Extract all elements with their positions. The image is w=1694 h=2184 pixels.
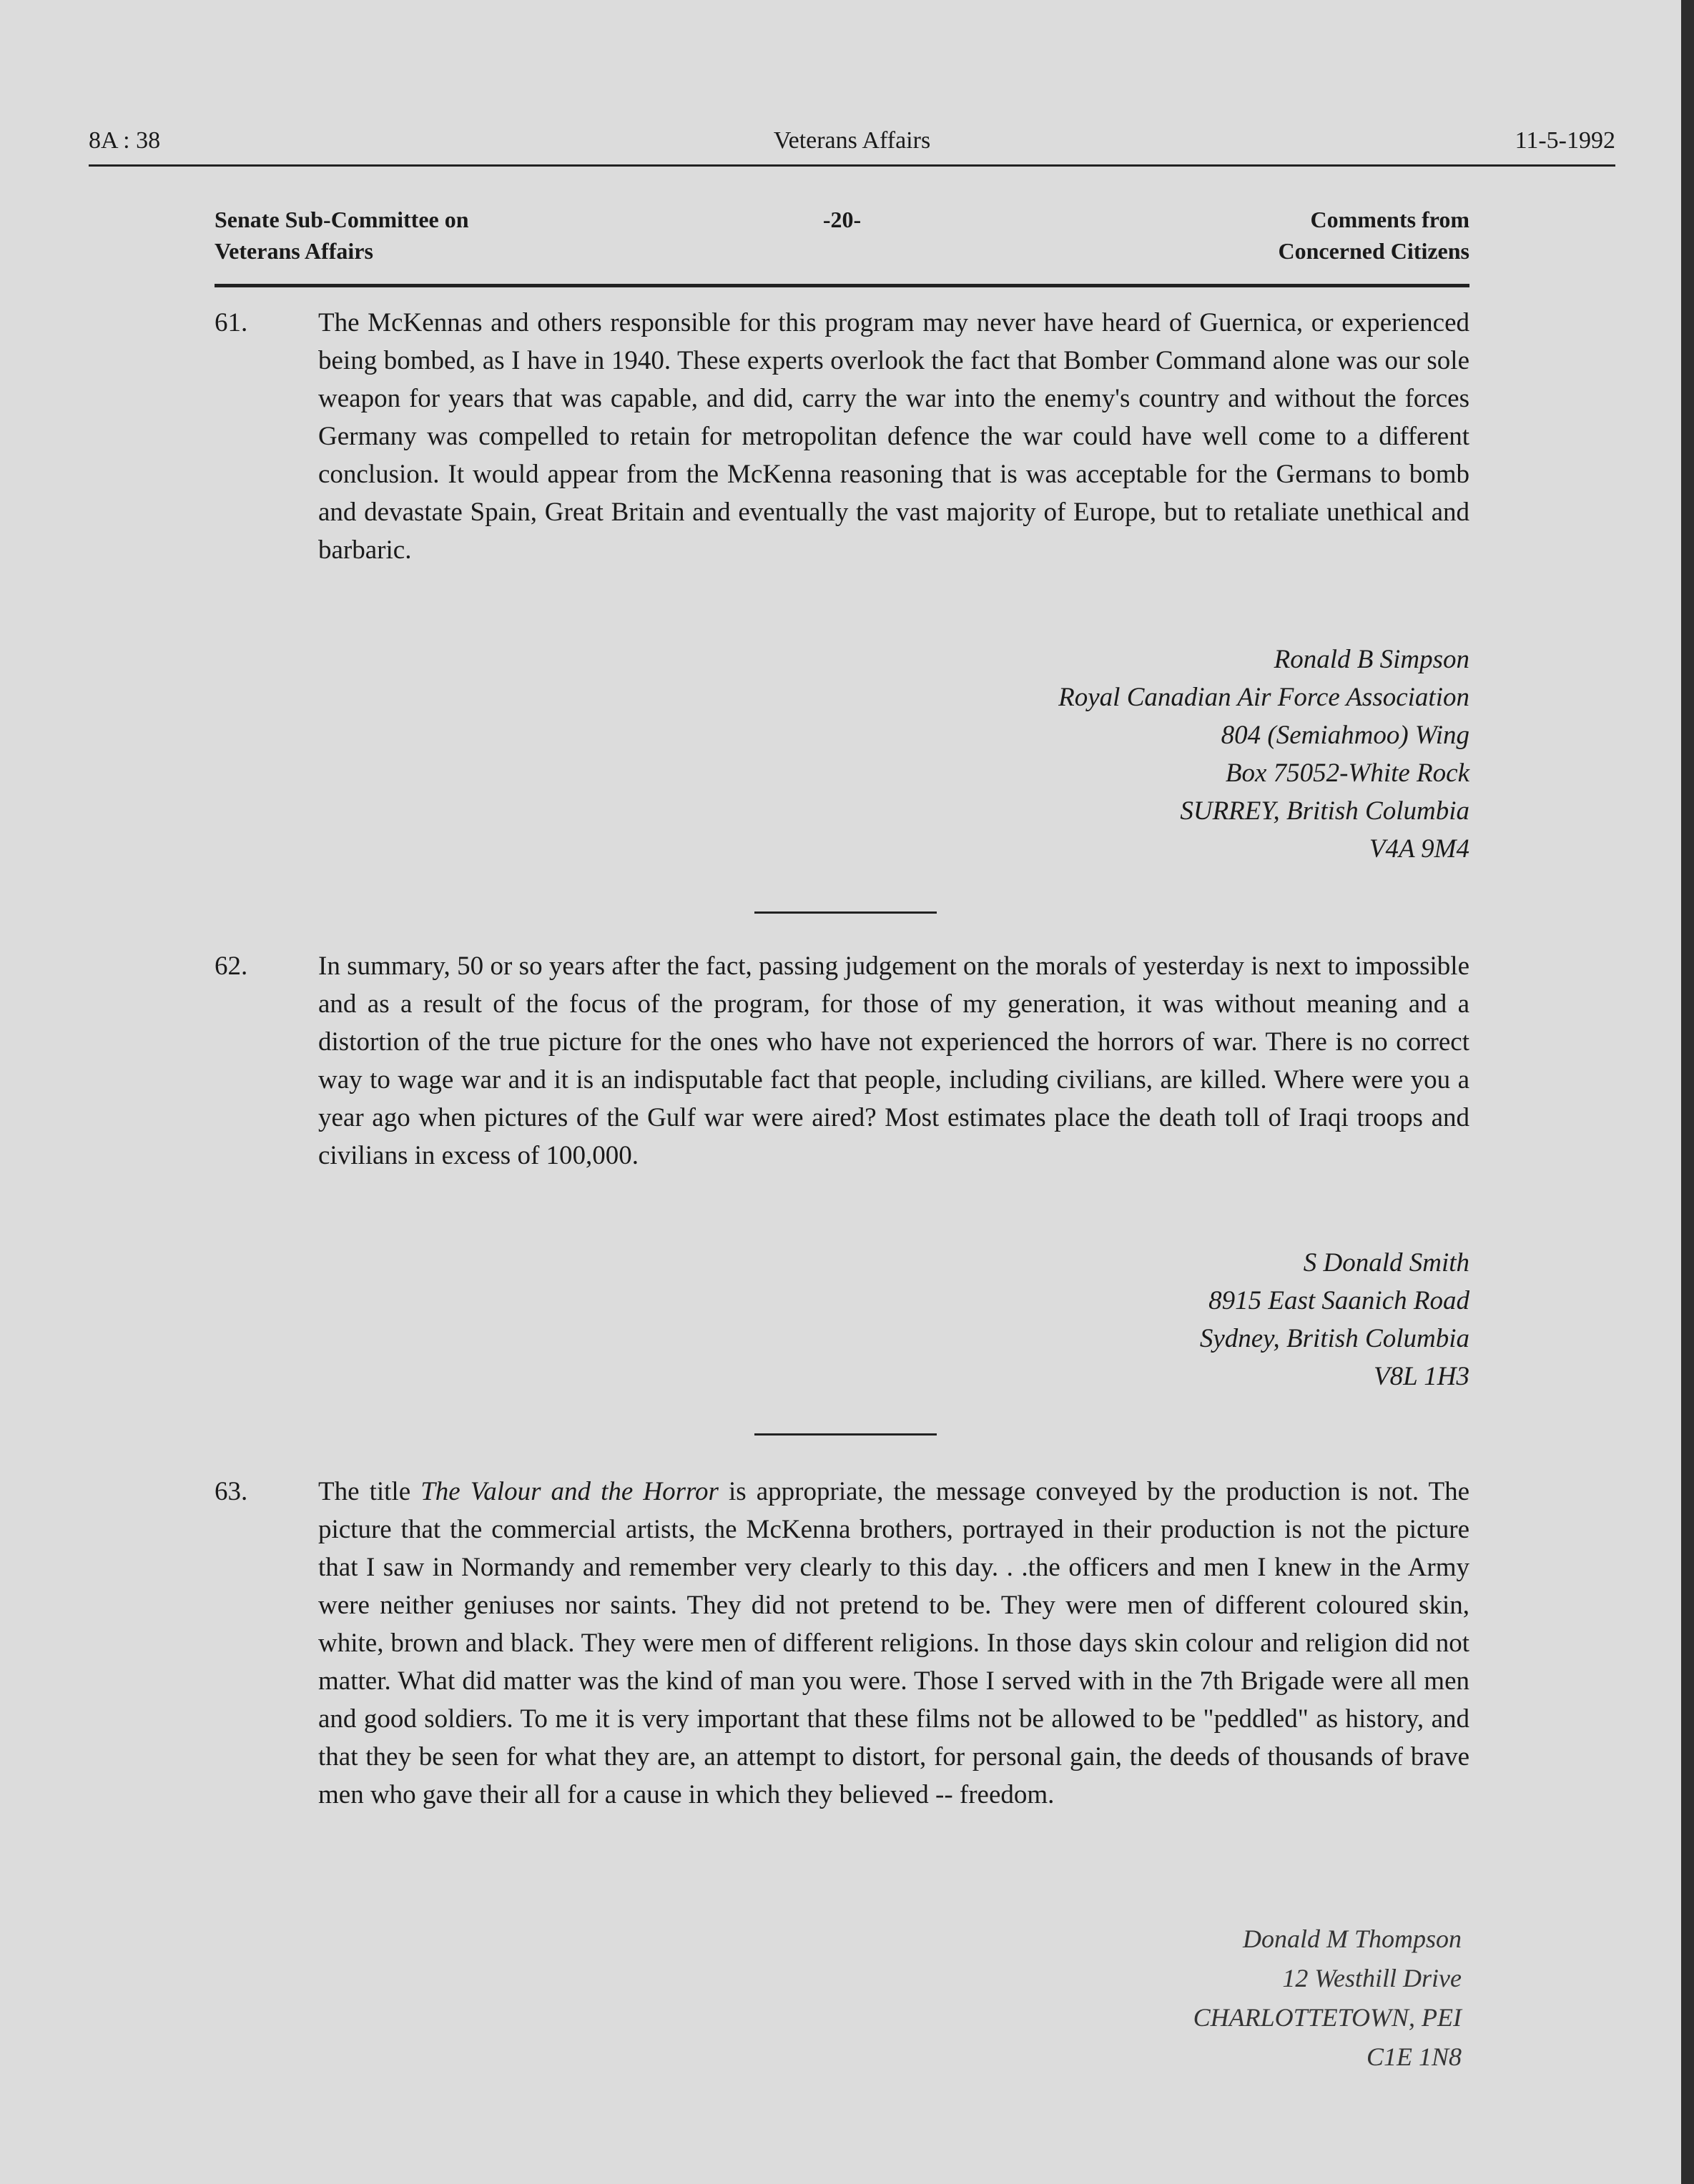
signature-line: 804 (Semiahmoo) Wing — [1221, 721, 1469, 750]
signature-line: 12 Westhill Drive — [1282, 1964, 1462, 1992]
section-title — [1278, 204, 1469, 267]
entry-text: The McKennas and others responsible for this program may never have heard of Guernica, or experienced being bombed, as I have in 1940. These experts overlook the fact that Bomber Command alone was our sole weapon for years that was capable, and did, carry the war into the enemy's country and without the forces Germany was compelled to retain for metropolitan defence the war could have well come to a different conclusion. It would appear from the McKenna reasoning that is was acceptable for the Germans to bomb and devastate Spain, Great Britain and eventually the vast majority of Europe, but to retaliate unethical and barbaric. — [318, 308, 1469, 565]
signature-block-63 — [1193, 1919, 1462, 2077]
running-header — [89, 122, 1615, 167]
section-title-line-2: Concerned Citizens — [1278, 238, 1469, 264]
signature-block-62 — [1200, 1244, 1469, 1395]
entry-61 — [215, 304, 1469, 569]
entry-63 — [215, 1473, 1469, 1814]
entry-number: 62. — [215, 952, 248, 981]
committee-header — [215, 204, 1469, 287]
signature-name: S Donald Smith — [1303, 1248, 1469, 1278]
signature-line: V4A 9M4 — [1369, 834, 1469, 864]
committee-name-line-2: Veterans Affairs — [215, 238, 373, 264]
page-number: 8A : 38 — [89, 127, 161, 154]
entry-number: 63. — [215, 1477, 248, 1506]
entry-text: In summary, 50 or so years after the fact, passing judgement on the morals of yesterday is next to impossible and as a result of the focus of the program, for those of my generation, it was without meaning and a distortion of the true picture for the ones who have not experienced the horrors of war. There is no correct way to wage war and it is an indisputable fact that people, including civilians, are killed. Where were you a year ago when pictures of the Gulf war were aired? Most estimates place the death toll of Iraqi troops and civilians in excess of 100,000. — [318, 952, 1469, 1170]
entry-text — [318, 1473, 1469, 1814]
page-edge-shadow — [1681, 0, 1694, 2184]
film-title: The Valour and the Horror — [420, 1477, 719, 1506]
publication-title: Veterans Affairs — [773, 127, 931, 154]
section-divider — [754, 1433, 937, 1436]
signature-line: C1E 1N8 — [1366, 2042, 1462, 2071]
entry-text-part: The title — [318, 1477, 421, 1506]
section-title-line-1: Comments from — [1310, 207, 1469, 232]
signature-line: Sydney, British Columbia — [1199, 1324, 1469, 1353]
signature-line: Box 75052-White Rock — [1225, 759, 1469, 788]
section-divider — [754, 911, 937, 914]
signature-block-61 — [1058, 641, 1469, 868]
entry-text-part: is appropriate, the message conveyed by the production is not. The picture that the commercial artists, the McKenna brothers, portrayed in their production is not the picture that I saw in Normandy and remember very clearly to this day. . .the officers and men I knew in the Army were neither geniuses nor saints. They did not pretend to be. They were men of different coloured skin, white, brown and black. They were men of different religions. In those days skin colour and religion did not matter. What did matter was the kind of man you were. Those I served with in the 7th Brigade were all men and good soldiers. To me it is very important that these films not be allowed to be "peddled" as history, and that they be seen for what they are, an attempt to distort, for personal gain, the deeds of thousands of brave men who gave their all for a cause in which they believed -- freedom. — [318, 1477, 1469, 1809]
signature-line: 8915 East Saanich Road — [1208, 1286, 1469, 1315]
signature-line: CHARLOTTETOWN, PEI — [1193, 2003, 1462, 2032]
signature-line: Royal Canadian Air Force Association — [1058, 683, 1469, 712]
signature-name: Donald M Thompson — [1242, 1924, 1462, 1953]
section-page-number: -20- — [822, 207, 862, 232]
committee-name-line-1: Senate Sub-Committee on — [215, 207, 469, 232]
entry-number: 61. — [215, 308, 248, 337]
signature-line: V8L 1H3 — [1374, 1362, 1469, 1391]
publication-date: 11-5-1992 — [1515, 127, 1615, 154]
signature-name: Ronald B Simpson — [1274, 645, 1469, 674]
signature-line: SURREY, British Columbia — [1180, 796, 1469, 826]
entry-62 — [215, 947, 1469, 1175]
